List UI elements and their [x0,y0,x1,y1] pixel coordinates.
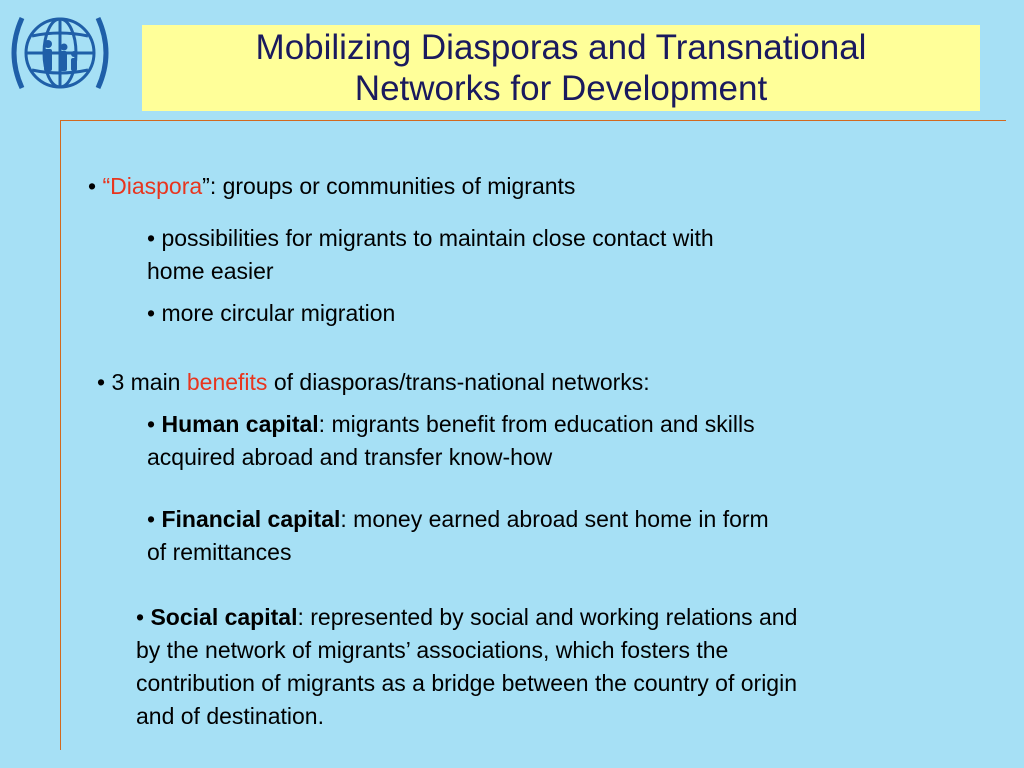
benefits-bullet: • 3 main benefits of diasporas/trans-national networks: [97,369,650,395]
financial-capital-label: Financial capital [161,506,341,532]
diaspora-term: “Diaspora [102,173,203,199]
diaspora-bullet: • “Diaspora”: groups or communities of migrants [88,173,576,199]
title-line-1: Mobilizing Diasporas and Transnational [255,28,867,67]
sub-bullet-circular: • more circular migration [147,300,396,326]
human-capital-bullet: • Human capital: migrants benefit from education and skills acquired abroad and transfer know-how [147,411,755,470]
page-title [256,27,867,109]
title-box [142,25,980,111]
human-capital-label: Human capital [161,411,319,437]
sub-bullet-contact: • possibilities for migrants to maintain close contact with home easier [147,225,714,284]
financial-capital-bullet: • Financial capital: money earned abroad sent home in form of remittances [147,506,769,565]
social-capital-bullet: • Social capital: represented by social and working relations and by the network of migrants’ associations, which fosters the contribution of migrants as a bridge between the country of origin and of destination. [136,604,798,729]
title-line-2: Networks for Development [354,69,768,108]
iom-logo-icon [8,10,112,96]
vertical-rule [60,120,61,750]
benefits-term: benefits [186,369,268,395]
horizontal-rule [60,120,1006,121]
social-capital-label: Social capital [150,604,298,630]
